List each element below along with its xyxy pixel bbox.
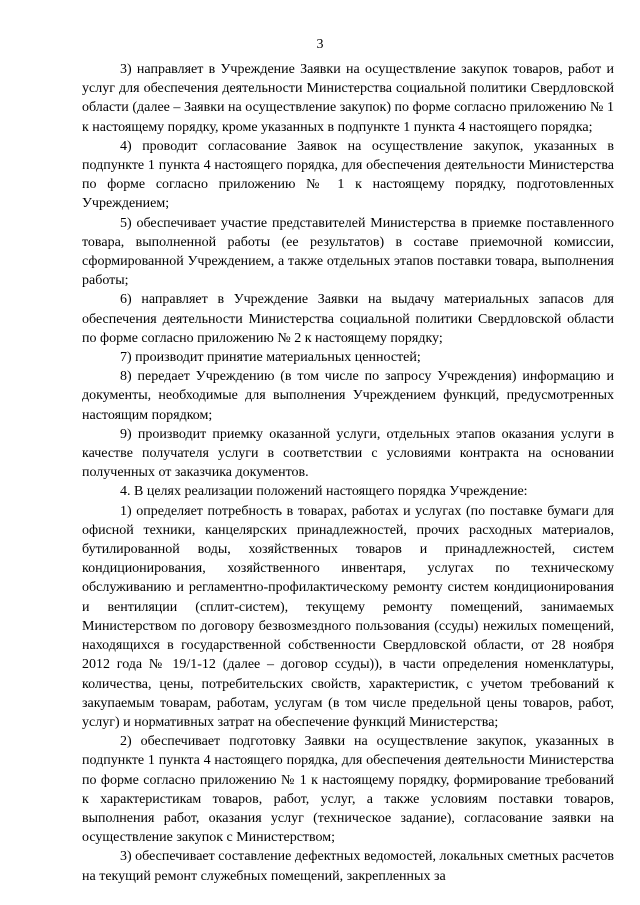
paragraph-item-5: 5) обеспечивает участие представителей Министерства в приемке поставленного товара, выполненной работы (ее результатов) в составе приемочной комиссии, сформированной Учреждением, а также отдельных этапов поставки товара, выполнения работы;: [82, 215, 614, 289]
paragraph-section4-item-3: 3) обеспечивает составление дефектных ведомостей, локальных сметных расчетов на текущий ремонт служебных помещений, закрепленных за: [82, 849, 614, 884]
paragraph-section4-item-1: 1) определяет потребность в товарах, работах и услугах (по поставке бумаги для офисной техники, канцелярских принадлежностей, прочих расходных материалов, бутилированной воды, хозяйственных товаров и принадлежностей, систем кондиционирования, хозяйственного инвентаря, услугах по техническому обслуживанию и регламентно-профилактическому ремонту систем кондиционирования и вентиляции (сплит-систем), текущему ремонту помещений, занимаемых Министерством по договору безвозмездного пользования (ссуды) нежилых помещений, находящихся в государственной собственности Свердловской области, от 28 ноября 2012 года № 19/1-12 (далее – договор ссуды)), в части определения номенклатуры, количества, цены, потребительских свойств, характеристик, с учетом требований к закупаемым товарам, работам, услугам (в том числе предельной цены товаров, работ, услуг) и нормативных затрат на обеспечение функций Министерства;: [82, 503, 614, 730]
paragraph-section4-item-2: 2) обеспечивает подготовку Заявки на осуществление закупок, указанных в подпункте 1 пункта 4 настоящего порядка, для обеспечения деятельности Министерства по форме согласно приложению № 1 к настоящему порядку, формирование требований к характеристикам товаров, работ, услуг, а также условиям поставки товаров, выполнения работ, оказания услуг (техническое задание), согласование заявки на осуществление закупок с Министерством;: [82, 734, 614, 846]
page-number: 3: [316, 37, 324, 52]
paragraph-item-7: 7) производит принятие материальных ценностей;: [120, 350, 421, 366]
paragraph-item-4: 4) проводит согласование Заявок на осуществление закупок, указанных в подпункте 1 пункта 4 настоящего порядка, для обеспечения деятельности Министерства по форме согласно приложению № 1 к настоящему порядку, подготовленных Учреждением;: [82, 138, 614, 212]
paragraph-item-6: 6) направляет в Учреждение Заявки на выдачу материальных запасов для обеспечения деятельности Министерства социальной политики Свердловской области по форме согласно приложению № 2 к настоящему порядку;: [82, 292, 614, 346]
section-4-heading: 4. В целях реализации положений настоящего порядка Учреждение:: [120, 484, 528, 500]
paragraph-item-9: 9) производит приемку оказанной услуги, отдельных этапов оказания услуги в качестве получателя услуги в соответствии с условиями контракта на основании полученных от заказчика документов.: [82, 426, 614, 481]
paragraph-item-8: 8) передает Учреждению (в том числе по запросу Учреждения) информацию и документы, необходимые для выполнения Учреждением функций, предусмотренных настоящим порядком;: [82, 369, 614, 423]
paragraph-item-3: 3) направляет в Учреждение Заявки на осуществление закупок товаров, работ и услуг для обеспечения деятельности Министерства социальной политики Свердловской области (далее – Заявки на осуществление закупок) по форме согласно приложению № 1 к настоящему порядку, кроме указанных в подпункте 1 пункта 4 настоящего порядка;: [82, 62, 614, 135]
document-body: [82, 60, 614, 886]
